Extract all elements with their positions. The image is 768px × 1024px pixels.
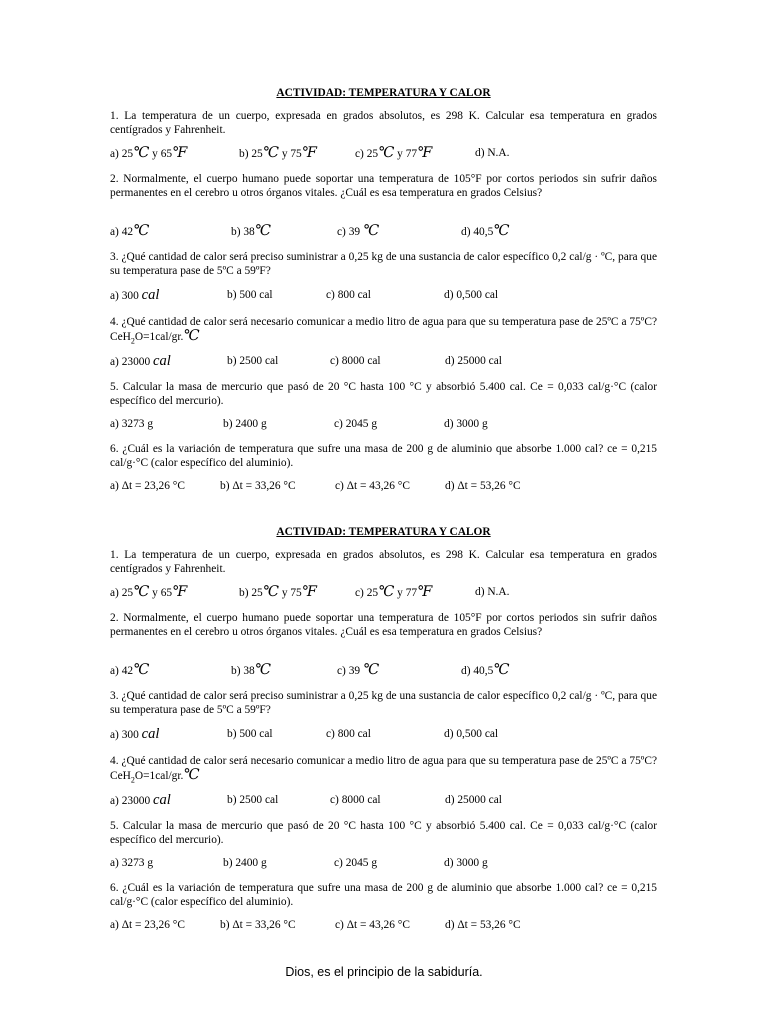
option-d: d) 3000 g [444,857,488,869]
option-c: c) 2045 g [334,857,378,869]
question-4-text: 4. ¿Qué cantidad de calor será necesario comunicar a medio litro de agua para que su temperatura pase de 25ºC a 75ºC? CeH$_2$O=1cal/gr.℃ [110,316,657,346]
question-2-text: 2. Normalmente, el cuerpo humano puede soportar una temperatura de 105°F por cortos periodos sin sufrir daños permanentes en el cerebro u otros órganos vitales. ¿Cuál es esa temperatura en grados Celsius? [110,173,657,199]
option-c: c) 39 ℃ [337,223,380,239]
question-3-options [110,288,657,304]
question-5-options [110,856,657,872]
sheet-title: ACTIVIDAD: TEMPERATURA Y CALOR [276,526,491,538]
question-5-text: 5. Calcular la masa de mercurio que pasó de 20 °C hasta 100 °C y absorbió 5.400 cal. Ce = 0,033 cal/g·°C (calor específico del mercurio). [110,381,657,407]
question-6-text: 6. ¿Cuál es la variación de temperatura que sufre una masa de 200 g de aluminio que absorbe 1.000 cal? ce = 0,215 cal/g·°C (calor específico del aluminio). [110,882,657,908]
question-4-options [110,354,657,370]
option-a: a) 25℃ y 65℉ [110,584,188,600]
option-d: d) 25000 cal [445,355,502,367]
option-a: a) 23000 cal [110,792,171,808]
question-6-options [110,918,657,934]
question-5-text: 5. Calcular la masa de mercurio que pasó de 20 °C hasta 100 °C y absorbió 5.400 cal. Ce = 0,033 cal/g·°C (calor específico del mercurio). [110,820,657,846]
option-c: c) 8000 cal [330,355,381,367]
option-a: a) 42℃ [110,662,150,678]
sheet-title: ACTIVIDAD: TEMPERATURA Y CALOR [276,87,491,99]
option-c: c) 800 cal [326,289,371,301]
option-c: c) 39 ℃ [337,662,380,678]
option-d: d) 0,500 cal [444,289,499,301]
option-b: b) 500 cal [227,728,273,740]
option-b: b) 500 cal [227,289,273,301]
option-a: a) 3273 g [110,857,154,869]
option-d: d) N.A. [475,586,510,598]
footer-motto: Dios, es el principio de la sabiduría. [285,965,483,979]
question-3-options [110,727,657,743]
option-d: d) 40,5℃ [461,223,510,239]
question-2-options [110,663,657,679]
question-1-text: 1. La temperatura de un cuerpo, expresada en grados absolutos, es 298 K. Calcular esa temperatura en grados centígrados y Fahrenheit. [110,549,657,575]
option-a: a) Δt = 23,26 °C [110,919,185,931]
option-c: c) Δt = 43,26 °C [335,480,410,492]
option-d: d) N.A. [475,147,510,159]
option-b: b) 25℃ y 75℉ [239,145,317,161]
option-a: a) 3273 g [110,418,154,430]
question-1-options [110,146,657,162]
option-c: c) 2045 g [334,418,378,430]
question-2-text: 2. Normalmente, el cuerpo humano puede soportar una temperatura de 105°F por cortos periodos sin sufrir daños permanentes en el cerebro u otros órganos vitales. ¿Cuál es esa temperatura en grados Celsius? [110,612,657,638]
option-d: d) Δt = 53,26 °C [445,480,521,492]
option-c: c) Δt = 43,26 °C [335,919,410,931]
option-a: a) 42℃ [110,223,150,239]
option-d: d) 3000 g [444,418,488,430]
option-b: b) 2400 g [223,857,267,869]
option-b: b) 38℃ [231,223,271,239]
option-b: b) 38℃ [231,662,271,678]
question-3-text: 3. ¿Qué cantidad de calor será preciso suministrar a 0,25 kg de una sustancia de calor específico 0,2 cal/g · ºC, para que su temperatura pase de 5ºC a 59ºF? [110,690,657,716]
option-c: c) 800 cal [326,728,371,740]
question-4-text: 4. ¿Qué cantidad de calor será necesario comunicar a medio litro de agua para que su temperatura pase de 25ºC a 75ºC? CeH$_2$O=1cal/gr.℃ [110,755,657,785]
question-1-options [110,585,657,601]
option-c: c) 8000 cal [330,794,381,806]
option-a: a) 25℃ y 65℉ [110,145,188,161]
question-3-text: 3. ¿Qué cantidad de calor será preciso suministrar a 0,25 kg de una sustancia de calor específico 0,2 cal/g · ºC, para que su temperatura pase de 5ºC a 59ºF? [110,251,657,277]
option-c: c) 25℃ y 77℉ [355,145,433,161]
option-d: d) Δt = 53,26 °C [445,919,521,931]
question-6-text: 6. ¿Cuál es la variación de temperatura que sufre una masa de 200 g de aluminio que absorbe 1.000 cal? ce = 0,215 cal/g·°C (calor específico del aluminio). [110,443,657,469]
question-5-options [110,417,657,433]
question-6-options [110,479,657,495]
option-b: b) Δt = 33,26 °C [220,919,296,931]
option-b: b) Δt = 33,26 °C [220,480,296,492]
option-a: a) Δt = 23,26 °C [110,480,185,492]
option-d: d) 0,500 cal [444,728,499,740]
option-d: d) 40,5℃ [461,662,510,678]
question-2-options [110,224,657,240]
option-d: d) 25000 cal [445,794,502,806]
option-c: c) 25℃ y 77℉ [355,584,433,600]
option-a: a) 300 cal [110,287,160,303]
option-b: b) 2500 cal [227,355,279,367]
option-b: b) 2400 g [223,418,267,430]
option-a: a) 23000 cal [110,353,171,369]
question-4-options [110,793,657,809]
option-a: a) 300 cal [110,726,160,742]
option-b: b) 2500 cal [227,794,279,806]
option-b: b) 25℃ y 75℉ [239,584,317,600]
question-1-text: 1. La temperatura de un cuerpo, expresada en grados absolutos, es 298 K. Calcular esa temperatura en grados centígrados y Fahrenheit. [110,110,657,136]
